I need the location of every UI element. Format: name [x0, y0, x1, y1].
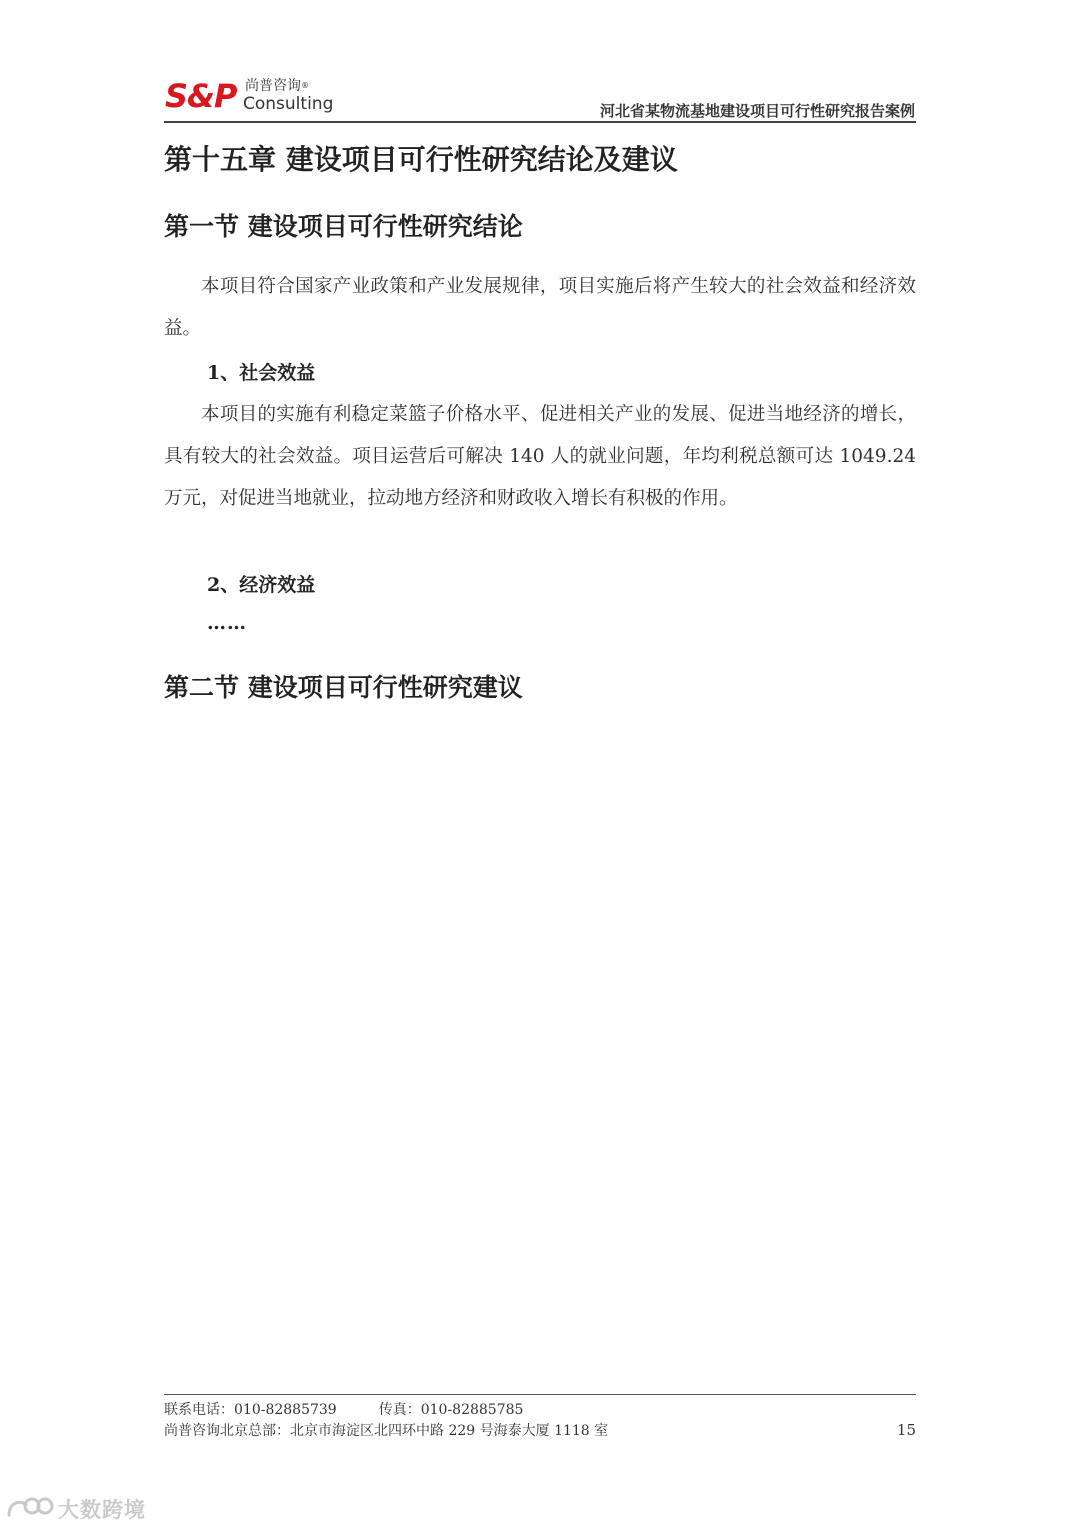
social-benefit-heading: 1、社会效益: [207, 362, 316, 384]
footer-fax: 传真：010-82885785: [378, 1402, 524, 1418]
logo-english-name: Consulting: [243, 94, 334, 114]
page-number: 15: [896, 1421, 916, 1439]
section-1-title: 第一节 建设项目可行性研究结论: [164, 212, 523, 241]
economic-benefit-heading: 2、经济效益: [207, 574, 316, 596]
logo-chinese-name: 尚普咨询®: [245, 78, 309, 94]
company-logo: [165, 76, 345, 116]
footer-address: 尚普咨询北京总部：北京市海淀区北四环中路 229 号海泰大厦 1118 室: [164, 1423, 609, 1439]
footer-contact: [164, 1401, 523, 1419]
registered-mark: ®: [301, 81, 309, 90]
footer-divider: [164, 1394, 916, 1395]
footer-phone: 联系电话：010-82885739: [164, 1402, 337, 1418]
chapter-title: 第十五章 建设项目可行性研究结论及建议: [164, 143, 678, 176]
social-benefit-paragraph: 本项目的实施有利稳定菜篮子价格水平、促进相关产业的发展、促进当地经济的增长，具有较大的社会效益。项目运营后可解决 140 人的就业问题，年均利税总额可达 1049.24 万元，对促进当地就业，拉动地方经济和财政收入增长有积极的作用。: [164, 404, 916, 509]
running-header-title: 河北省某物流基地建设项目可行性研究报告案例: [599, 102, 915, 120]
watermark-text: 大数跨境: [58, 1498, 146, 1522]
economic-benefit-ellipsis: ……: [207, 612, 247, 634]
logo-letters: S&P: [165, 77, 237, 115]
section-2-title: 第二节 建设项目可行性研究建议: [164, 673, 523, 702]
section-1-intro-paragraph: 本项目符合国家产业政策和产业发展规律，项目实施后将产生较大的社会效益和经济效益。: [164, 276, 916, 339]
watermark-logo-icon: [6, 1495, 54, 1521]
header-divider: [164, 121, 916, 123]
watermark: [6, 1493, 156, 1523]
